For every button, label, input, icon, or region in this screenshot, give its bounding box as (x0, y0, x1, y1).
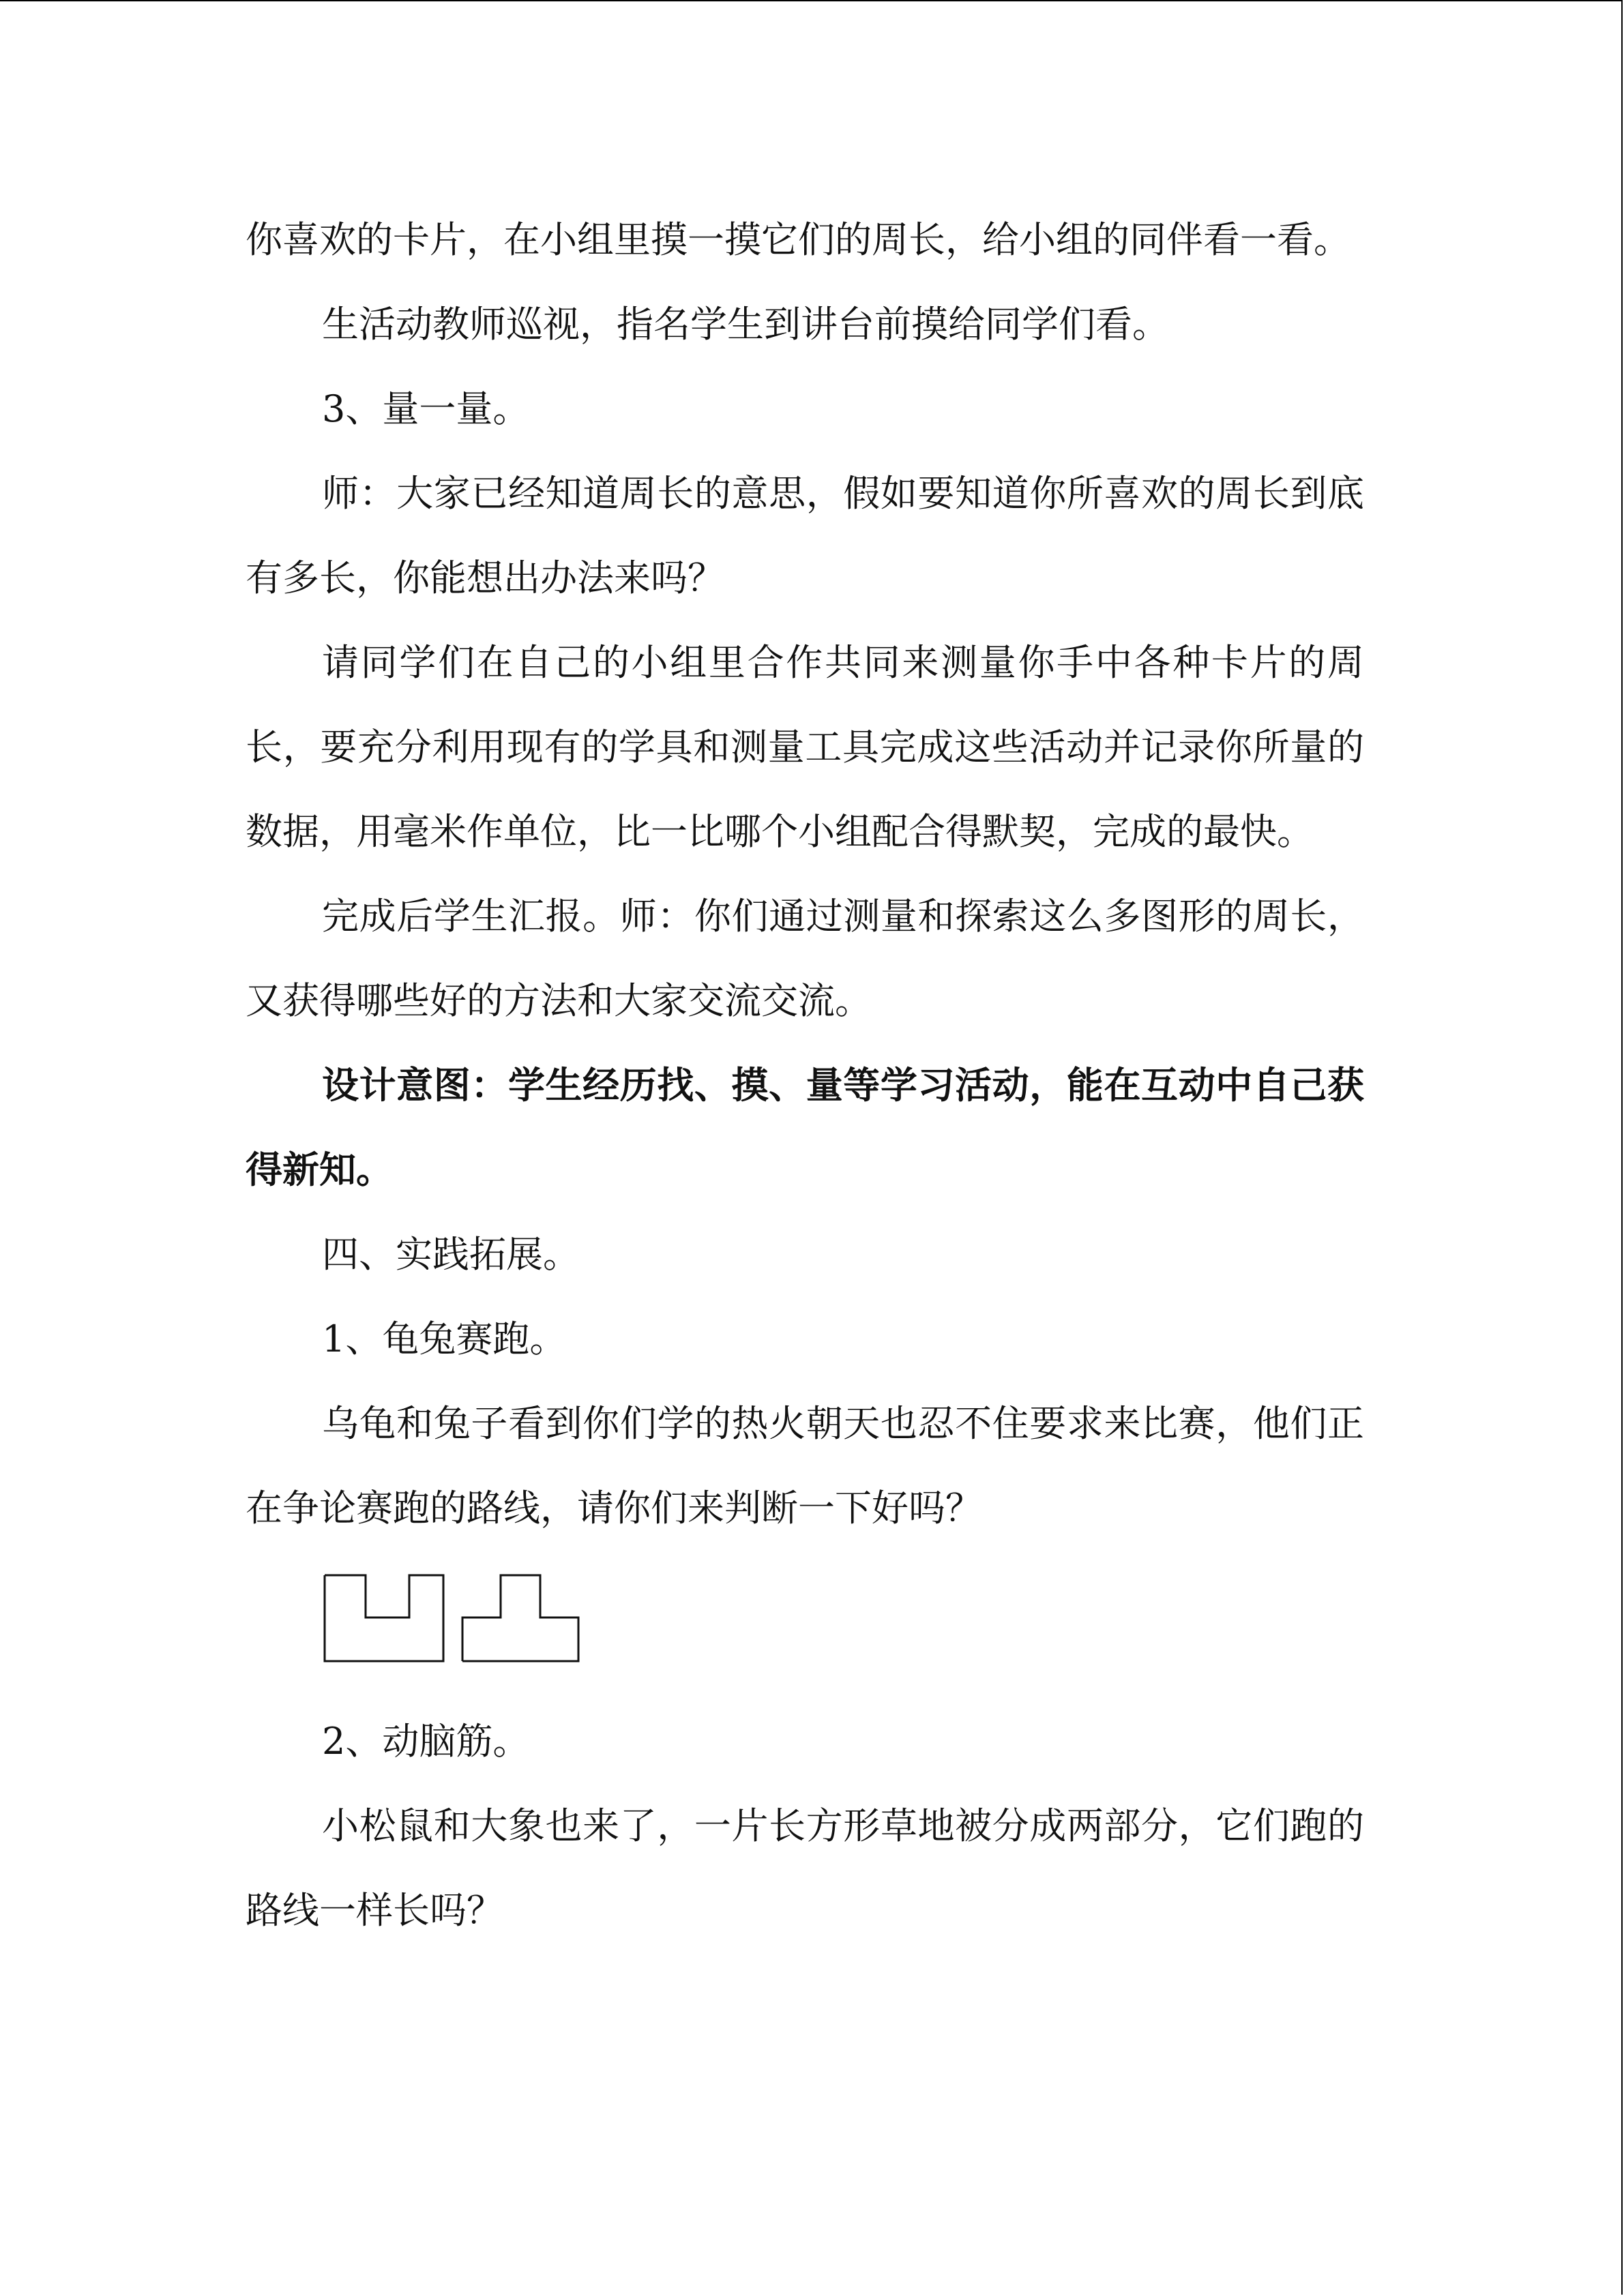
design-intent-note: 设计意图：学生经历找、摸、量等学习活动，能在互动中自己获得新知。 (246, 1064, 1364, 1191)
paragraph: 请同学们在自己的小组里合作共同来测量你手中各种卡片的周长，要充分利用现有的学具和测量工具完成这些活动并记录你所量的数据，用毫米作单位，比一比哪个小组配合得默契，完成的最快。 (246, 641, 1364, 853)
paragraph: 完成后学生汇报。师：你们通过测量和探索这么多图形的周长，又获得哪些好的方法和大家交流交流。 (246, 895, 1364, 1022)
paragraph: 小松鼠和大象也来了，一片长方形草地被分成两部分，它们跑的路线一样长吗？ (246, 1804, 1364, 1932)
race-route-shapes (322, 1563, 589, 1667)
route-shape-right (462, 1575, 578, 1661)
paragraph: 你喜欢的卡片，在小组里摸一摸它们的周长，给小组的同伴看一看。 (246, 218, 1350, 261)
route-shape-left (325, 1575, 443, 1661)
subsection-heading: 2、动脑筋。 (322, 1720, 530, 1763)
paragraph: 生活动教师巡视，指名学生到讲台前摸给同学们看。 (322, 303, 1169, 346)
paragraph: 乌龟和兔子看到你们学的热火朝天也忍不住要求来比赛，他们正在争论赛跑的路线，请你们来判断一下好吗？ (246, 1402, 1364, 1530)
section-heading: 3、量一量。 (322, 387, 530, 430)
document-body (246, 198, 1364, 1953)
paragraph: 师：大家已经知道周长的意思，假如要知道你所喜欢的周长到底有多长，你能想出办法来吗？ (246, 472, 1364, 599)
section-heading: 四、实践拓展。 (322, 1233, 580, 1276)
subsection-heading: 1、龟兔赛跑。 (322, 1317, 567, 1360)
race-route-figure (246, 1551, 1364, 1699)
